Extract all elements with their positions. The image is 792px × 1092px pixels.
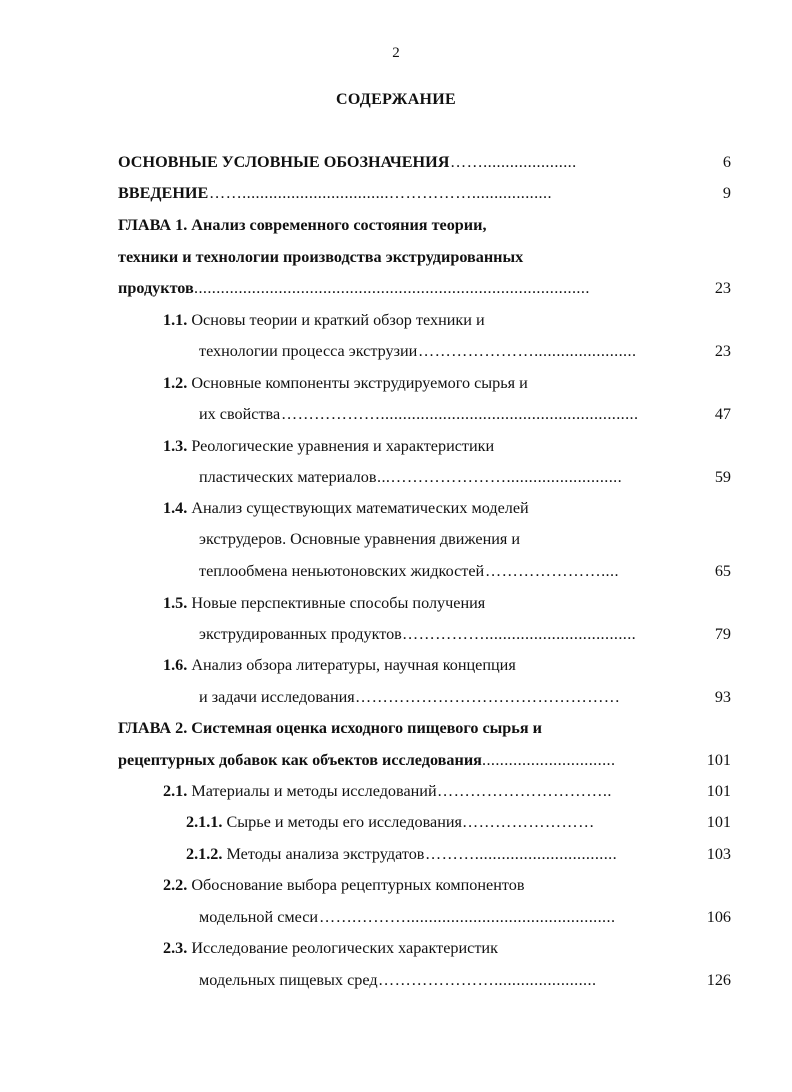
toc-page-number-value: 79	[714, 625, 731, 643]
toc-entry-text: экструдеров. Основные уравнения движения и	[199, 530, 521, 548]
toc-page-number	[671, 277, 731, 299]
toc-entry-text: техники и технологии производства экструдированных	[118, 248, 524, 266]
toc-entry-text: продуктов	[118, 279, 194, 297]
toc-entry-text: ВВЕДЕНИЕ	[118, 184, 209, 202]
toc-leader-dots: .........................................................................................	[194, 279, 590, 297]
toc-leader-dots: …….....................	[450, 153, 577, 171]
toc-entry-number: 2.2.	[163, 876, 192, 894]
toc-page-number-value: 23	[714, 279, 731, 297]
toc-page-number	[671, 151, 731, 173]
toc-line	[118, 182, 684, 204]
toc-line	[199, 560, 684, 582]
toc-line	[163, 780, 684, 802]
toc-entry-title	[163, 435, 494, 457]
toc-entry-title	[118, 246, 523, 268]
toc-entry-title	[118, 182, 208, 204]
toc-leader-dots: ..............................	[482, 751, 616, 769]
toc-line	[118, 717, 684, 739]
toc-entry-title	[163, 874, 525, 896]
toc-leader-dots: ……………..................................	[402, 625, 637, 643]
toc-entry-title	[199, 340, 417, 362]
toc-entry-text: Исследование реологических характеристик	[191, 939, 498, 957]
toc-page-number	[671, 969, 731, 991]
toc-entry-title	[118, 214, 487, 236]
toc-line	[199, 969, 684, 991]
toc-entry-number: 2.1.1.	[186, 813, 227, 831]
toc-page-number-value: 59	[714, 468, 731, 486]
toc-page-number	[671, 749, 731, 771]
toc-line	[118, 277, 684, 299]
toc-leader-dots: …………………....	[485, 562, 619, 580]
toc-entry-number: 1.2.	[163, 374, 192, 392]
toc-entry-text: Основы теории и краткий обзор техники и	[191, 311, 485, 329]
toc-entry-title	[199, 906, 318, 928]
toc-page-number	[671, 466, 731, 488]
toc-line	[163, 654, 684, 676]
toc-heading: СОДЕРЖАНИЕ	[335, 91, 457, 108]
toc-leader-dots: ………………….......................	[418, 342, 637, 360]
toc-line	[199, 686, 684, 708]
toc-entry-title	[186, 811, 462, 833]
toc-entry-text: экструдированных продуктов	[199, 625, 402, 643]
toc-entry-text: и задачи исследования	[199, 688, 355, 706]
toc-line	[118, 214, 684, 236]
toc-page-number-value: 47	[714, 405, 731, 423]
toc-entry-text: Обоснование выбора рецептурных компонентов	[191, 876, 525, 894]
page-number: 2	[392, 45, 400, 61]
toc-entry-text: Сырье и методы его исследования	[226, 813, 462, 831]
toc-line	[118, 246, 684, 268]
toc-entry-title	[199, 623, 402, 645]
toc-leader-dots: …………………………..	[437, 782, 612, 800]
toc-entry-text: модельной смеси	[199, 908, 319, 926]
toc-entry-number: 2.1.	[163, 782, 192, 800]
toc-entry-title	[163, 309, 485, 331]
toc-line	[186, 811, 684, 833]
toc-entry-number: 2.3.	[163, 939, 192, 957]
toc-page-number	[671, 686, 731, 708]
toc-entry-text: Анализ обзора литературы, научная концепция	[191, 656, 516, 674]
toc-entry-text: ОСНОВНЫЕ УСЛОВНЫЕ ОБОЗНАЧЕНИЯ	[118, 153, 450, 171]
toc-entry-title	[186, 843, 424, 865]
toc-page-number	[671, 182, 731, 204]
toc-entry-title	[163, 372, 528, 394]
toc-page-number	[671, 623, 731, 645]
toc-entry-title	[199, 560, 484, 582]
toc-entry-number: 1.1.	[163, 311, 192, 329]
toc-line	[199, 340, 684, 362]
toc-entry-number: 1.3.	[163, 437, 192, 455]
toc-entry-title	[163, 937, 498, 959]
toc-entry-title	[118, 717, 542, 739]
toc-entry-number: 1.6.	[163, 656, 192, 674]
toc-page-number-value: 101	[706, 813, 731, 831]
toc-entry-title	[118, 151, 449, 173]
toc-page-number	[671, 403, 731, 425]
toc-entry-text: Новые перспективные способы получения	[191, 594, 486, 612]
toc-page-number	[671, 811, 731, 833]
toc-entry-number: 1.5.	[163, 594, 192, 612]
toc-line	[199, 906, 684, 928]
toc-line	[163, 592, 684, 614]
toc-line	[163, 309, 684, 331]
toc-leader-dots: ………………..........................................................	[281, 405, 639, 423]
toc-entry-title	[199, 969, 378, 991]
toc-line	[163, 497, 684, 519]
toc-page-number	[671, 906, 731, 928]
toc-entry-number: 2.1.2.	[186, 845, 227, 863]
toc-line	[163, 372, 684, 394]
toc-entry-text: Методы анализа экструдатов	[226, 845, 425, 863]
toc-entry-text: рецептурных добавок как объектов исследования	[118, 751, 482, 769]
toc-entry-text: Анализ существующих математических моделей	[191, 499, 529, 517]
toc-line	[163, 937, 684, 959]
toc-entry-text: пластических материалов	[199, 468, 377, 486]
toc-page-number	[671, 560, 731, 582]
toc-entry-text: ГЛАВА 2. Системная оценка исходного пищевого сырья и	[118, 719, 542, 737]
toc-leader-dots: ………................................	[425, 845, 618, 863]
toc-page-number-value: 101	[706, 782, 731, 800]
toc-entry-title	[199, 466, 377, 488]
toc-entry-title	[118, 749, 482, 771]
toc-leader-dots: …….................................……………..................	[209, 184, 552, 202]
toc-entry-title	[199, 686, 355, 708]
toc-entry-title	[163, 592, 485, 614]
toc-entry-text: теплообмена неньютоновских жидкостей	[199, 562, 485, 580]
toc-line	[118, 749, 684, 771]
toc-entry-text: Основные компоненты экструдируемого сырья и	[191, 374, 528, 392]
toc-entry-title	[163, 654, 516, 676]
toc-line	[199, 623, 684, 645]
toc-page-number-value: 6	[722, 153, 731, 171]
toc-leader-dots: ………………….......................	[378, 971, 597, 989]
toc-entry-text: Материалы и методы исследований	[191, 782, 437, 800]
toc-entry-title	[199, 528, 520, 550]
toc-leader-dots: ……………………	[462, 813, 595, 831]
toc-line	[199, 403, 684, 425]
toc-line	[118, 151, 684, 173]
toc-page-number-value: 103	[706, 845, 731, 863]
toc-entry-text: Реологические уравнения и характеристики	[191, 437, 495, 455]
toc-page-number-value: 65	[714, 562, 731, 580]
toc-page-number-value: 126	[706, 971, 731, 989]
toc-page-number-value: 93	[714, 688, 731, 706]
toc-entry-text: ГЛАВА 1. Анализ современного состояния теории,	[118, 216, 487, 234]
toc-page-number-value: 101	[706, 751, 731, 769]
toc-page-number	[671, 780, 731, 802]
toc-line	[199, 528, 684, 550]
toc-entry-text: технологии процесса экструзии	[199, 342, 418, 360]
toc-leader-dots: …………………………………………	[355, 688, 621, 706]
toc-entry-title	[199, 403, 280, 425]
toc-page-number-value: 106	[706, 908, 731, 926]
toc-page-number-value: 9	[722, 184, 731, 202]
toc-page-number	[671, 843, 731, 865]
toc-entry-title	[118, 277, 194, 299]
toc-page-number	[671, 340, 731, 362]
toc-line	[199, 466, 684, 488]
toc-entry-text: их свойства	[199, 405, 281, 423]
toc-entry-text: модельных пищевых сред	[199, 971, 378, 989]
toc-entry-number: 1.4.	[163, 499, 192, 517]
toc-line	[186, 843, 684, 865]
toc-line	[163, 874, 684, 896]
toc-entry-title	[163, 780, 437, 802]
toc-leader-dots: …….………...............................................	[319, 908, 616, 926]
toc-line	[163, 435, 684, 457]
toc-entry-title	[163, 497, 529, 519]
toc-page-number-value: 23	[714, 342, 731, 360]
toc-leader-dots: ...…………………..........................	[377, 468, 623, 486]
